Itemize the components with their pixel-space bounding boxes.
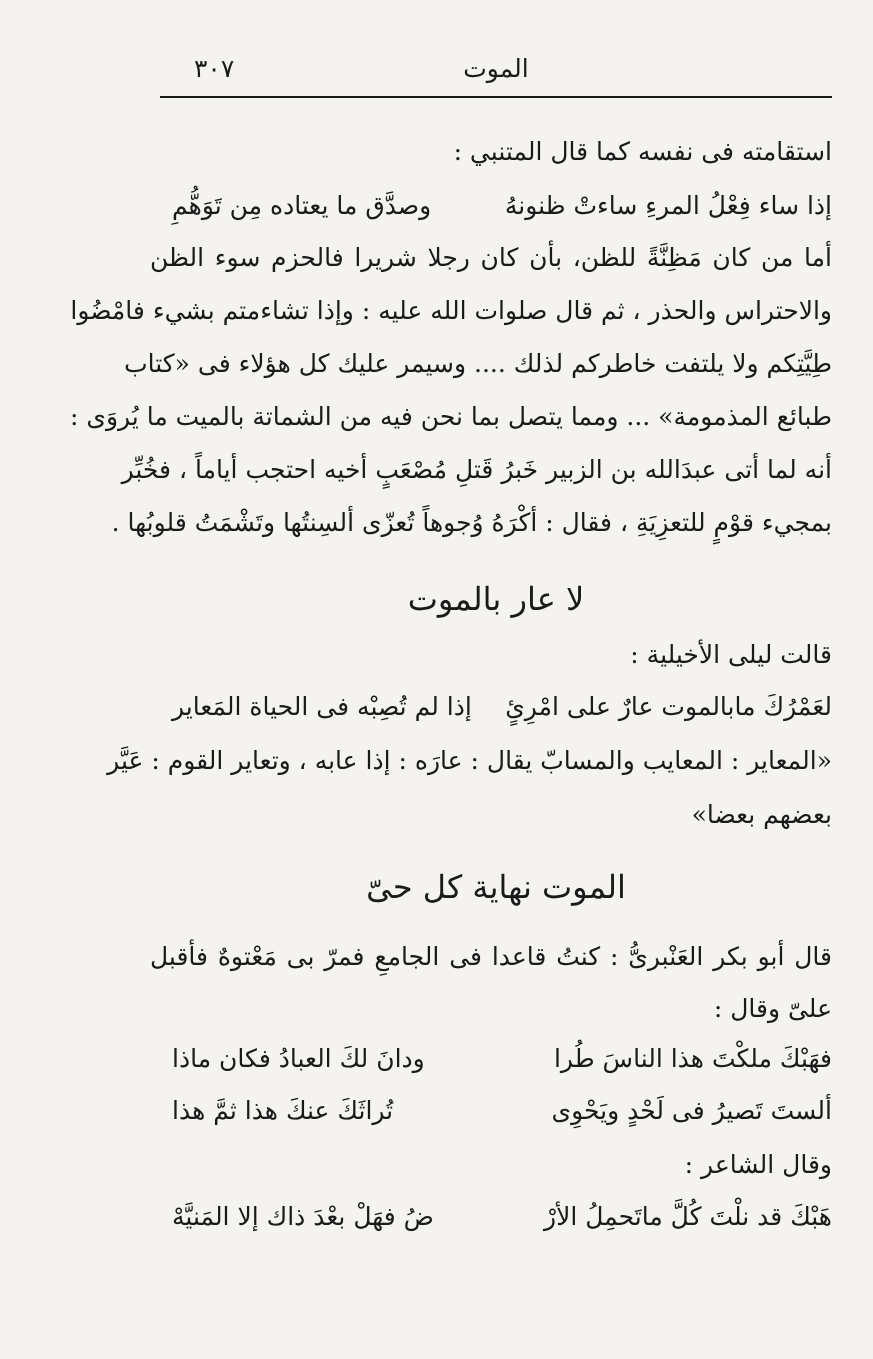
text-line: وقال الشاعر : — [684, 1150, 832, 1179]
verse-line — [172, 1090, 832, 1132]
verse-first-hemistich: إذا ساء فِعْلُ المرءِ ساءتْ ظنونهُ — [504, 191, 832, 220]
verse-second-hemistich: وصدَّق ما يعتاده مِن تَوَهُّمِ — [172, 191, 432, 220]
verse-line — [172, 1196, 832, 1238]
text-line: قال أبو بكر العَنْبرىُّ : كنتُ قاعدا فى الجامعِ فمرّ بى مَعْتوهٌ فأقبل — [150, 942, 832, 971]
text-line: طِيَّتِكم ولا يلتفت خاطركم لذلك .... وسيمر عليك كل هؤلاء فى «كتاب — [124, 349, 832, 378]
text-line: طبائع المذمومة» ... ومما يتصل بما نحن فيه من الشماتة بالميت ما يُروَى : — [70, 402, 832, 431]
verse-first-hemistich: فهَبْكَ ملكْتَ هذا الناسَ طُرا — [553, 1044, 832, 1073]
text-line: والاحتراس والحذر ، ثم قال صلوات الله عليه : وإذا تشاءمتم بشيء فامْضُوا — [70, 296, 832, 325]
verse-second-hemistich: تُراثَكَ عنكَ هذا ثمَّ هذا — [172, 1096, 394, 1125]
page-header — [160, 50, 832, 92]
text-line: قالت ليلى الأخيلية : — [630, 640, 832, 669]
text-line: أنه لما أتى عبدَالله بن الزبير خَبرُ قَتلِ مُصْعَبٍ أخيه احتجب أياماً ، فخُبِّر — [121, 455, 832, 484]
verse-second-hemistich: ضُ فهَلْ بعْدَ ذاك إلا المَنيَّهْ — [172, 1202, 434, 1231]
verse-line — [172, 1038, 832, 1080]
note-line: بعضهم بعضا» — [691, 800, 832, 829]
verse-line — [172, 185, 832, 227]
text-line: أما من كان مَظِنَّةً للظن، بأن كان رجلا شريرا فالحزم سوء الظن — [150, 243, 832, 272]
header-rule — [160, 96, 832, 98]
verse-first-hemistich: هَبْكَ قد نلْتَ كُلَّ ماتَحمِلُ الأرْ — [544, 1202, 832, 1231]
verse-second-hemistich: إذا لم تُصِبْه فى الحياة المَعاير — [172, 692, 472, 721]
text-line: علىّ وقال : — [713, 994, 832, 1023]
section-title: لا عار بالموت — [407, 580, 585, 618]
text-line: استقامته فى نفسه كما قال المتنبي : — [453, 137, 832, 166]
verse-second-hemistich: ودانَ لكَ العبادُ فكان ماذا — [172, 1044, 425, 1073]
verse-first-hemistich: لعَمْرُكَ مابالموت عارٌ على امْرِئٍ — [505, 692, 832, 721]
note-line: «المعاير : المعايب والمسابّ يقال : عارَه : إذا عابه ، وتعاير القوم : عَيَّر — [107, 746, 832, 775]
page-number: ٣٠٧ — [194, 54, 235, 83]
verse-line — [172, 686, 832, 728]
section-title: الموت نهاية كل حىّ — [366, 868, 626, 906]
text-line: بمجيء قوْمٍ للتعزِيَةِ ، فقال : أكْرَهُ وُجوهاً تُعزّى ألسِنتُها وتَشْمَتُ قلوبُها . — [111, 508, 832, 537]
verse-first-hemistich: ألستَ تَصيرُ فى لَحْدٍ ويَحْوِى — [551, 1096, 832, 1125]
running-title: الموت — [463, 54, 529, 83]
